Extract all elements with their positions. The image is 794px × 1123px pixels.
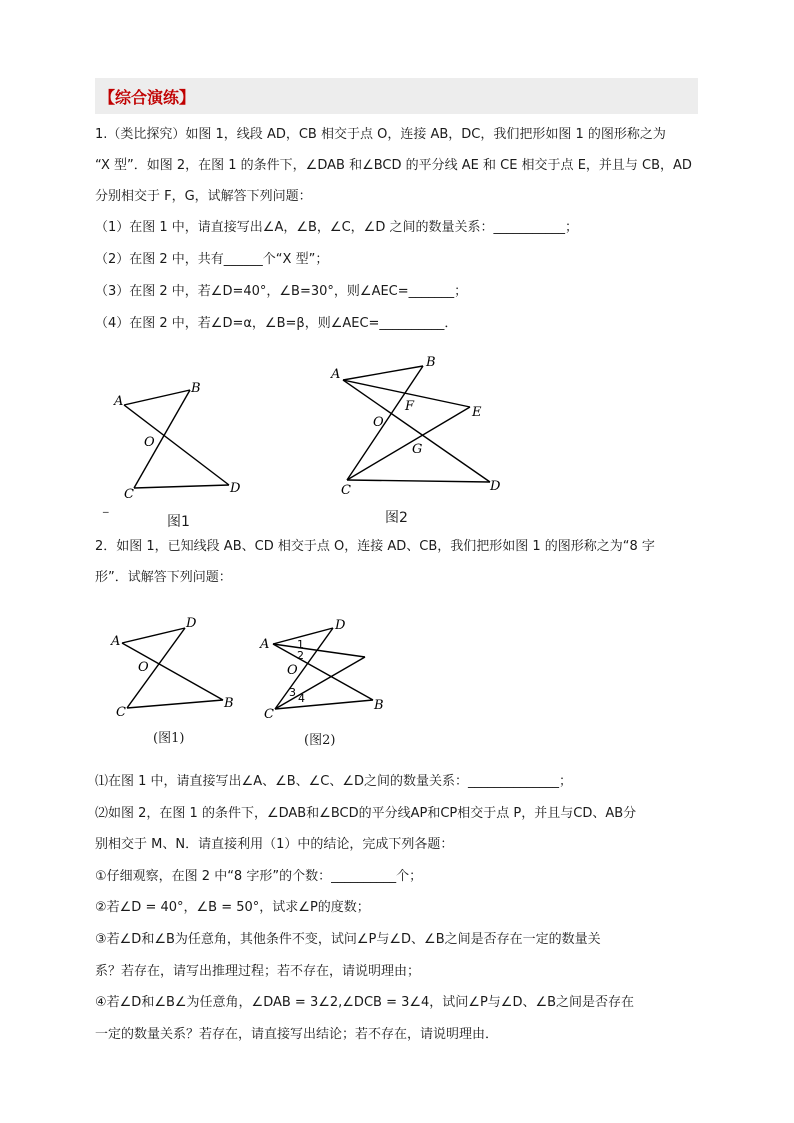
q2-intro-line-1: 2．如图 1，已知线段 AB、CD 相交于点 O，连接 AD、CB，我们把形如图 1 的图形称之为“8 字 — [95, 539, 655, 554]
segment-cb — [127, 700, 223, 708]
q2-sub-question-3-line-2: 系？若存在，请写出推理过程；若不存在，请说明理由； — [95, 964, 421, 979]
q2-part-2-line-1: ⑵如图 2，在图 1 的条件下，∠DAB和∠BCD的平分线AP和CP相交于点 P，并且与CD、AB分 — [95, 806, 637, 821]
point-label-a: A — [114, 394, 124, 409]
segment-ab — [124, 390, 190, 405]
segment-cb — [275, 700, 373, 709]
segment-ad — [124, 405, 229, 485]
q2-intro-line-2: 形”．试解答下列问题： — [95, 570, 232, 585]
segment-ab — [343, 366, 423, 380]
q1-figure-2-diagram — [325, 352, 515, 502]
angle-label-2: 2 — [297, 649, 304, 662]
q2-figure-2-caption: (图2) — [304, 733, 336, 748]
point-label-b: B — [224, 696, 234, 711]
point-label-d: D — [186, 616, 197, 631]
q2-figure-2-diagram — [255, 612, 395, 727]
point-label-f: F — [405, 399, 415, 414]
q1-sub-question-4: （4）在图 2 中，若∠D=α，∠B=β，则∠AEC=__________． — [95, 316, 458, 331]
point-label-d: D — [490, 479, 501, 494]
q1-sub-question-2: （2）在图 2 中，共有______个“X 型”； — [95, 252, 329, 267]
point-label-a: A — [111, 634, 121, 649]
q2-sub-question-2: ②若∠D = 40°，∠B = 50°，试求∠P的度数； — [95, 900, 370, 915]
point-label-c: C — [341, 483, 351, 498]
q1-intro-line-2: “X 型”．如图 2，在图 1 的条件下，∠DAB 和∠BCD 的平分线 AE 和 CE 相交于点 E，并且与 CB，AD — [95, 158, 692, 173]
q2-figure-1-caption: (图1) — [153, 731, 185, 746]
q1-figure-2 — [325, 352, 515, 502]
segment-cd — [134, 485, 229, 488]
point-label-o: O — [287, 663, 298, 678]
segment-bc — [134, 390, 190, 488]
point-label-a: A — [331, 367, 341, 382]
stray-mark: _ — [103, 500, 109, 513]
point-label-d: D — [230, 481, 241, 496]
q2-figure-1-diagram — [100, 608, 250, 723]
point-label-a: A — [260, 637, 270, 652]
segment-ap — [273, 644, 365, 657]
point-label-d: D — [335, 618, 346, 633]
q2-figure-1 — [100, 608, 250, 723]
point-label-o: O — [138, 660, 149, 675]
angle-label-4: 4 — [298, 692, 305, 705]
q1-intro-line-1: 1.（类比探究）如图 1，线段 AD，CB 相交于点 O，连接 AB，DC，我们把形如图 1 的图形称之为 — [95, 127, 666, 142]
q2-sub-question-3-line-1: ③若∠D和∠B为任意角，其他条件不变，试问∠P与∠D、∠B之间是否存在一定的数量关 — [95, 932, 601, 947]
point-label-c: C — [264, 707, 274, 722]
point-label-c: C — [124, 487, 134, 502]
q1-sub-question-1: （1）在图 1 中，请直接写出∠A，∠B，∠C，∠D 之间的数量关系：___________； — [95, 220, 578, 235]
angle-label-3: 3 — [289, 686, 296, 699]
point-label-c: C — [116, 705, 126, 720]
section-title: 【综合演练】 — [99, 88, 196, 107]
point-label-b: B — [191, 381, 201, 396]
segment-cd — [347, 480, 490, 482]
angle-label-1: 1 — [297, 638, 304, 651]
q1-figure-2-caption: 图2 — [385, 510, 408, 526]
q1-intro-line-3: 分别相交于 F，G，试解答下列问题： — [95, 189, 312, 204]
point-label-b: B — [374, 698, 384, 713]
q1-sub-question-3: （3）在图 2 中，若∠D=40°，∠B=30°，则∠AEC=_______； — [95, 284, 468, 299]
q1-figure-1 — [100, 370, 260, 510]
q1-figure-1-diagram — [100, 370, 260, 510]
q2-figure-2 — [255, 612, 395, 727]
q1-figure-1-caption: 图1 — [167, 514, 190, 530]
q2-part-2-line-2: 别相交于 M、N．请直接利用（1）中的结论，完成下列各题： — [95, 837, 454, 852]
point-label-g: G — [412, 442, 423, 457]
point-label-o: O — [144, 435, 155, 450]
segment-ce — [347, 407, 470, 480]
q2-sub-question-4-line-1: ④若∠D和∠B∠为任意角，∠DAB = 3∠2,∠DCB = 3∠4，试问∠P与∠D、∠B之间是否存在 — [95, 995, 635, 1010]
q2-part-1: ⑴在图 1 中，请直接写出∠A、∠B、∠C、∠D之间的数量关系：______________； — [95, 774, 573, 789]
q2-sub-question-1: ①仔细观察，在图 2 中“8 字形”的个数：__________个； — [95, 869, 423, 884]
q2-sub-question-4-line-2: 一定的数量关系？若存在，请直接写出结论；若不存在，请说明理由． — [95, 1027, 499, 1042]
section-header — [95, 78, 698, 114]
point-label-e: E — [472, 405, 482, 420]
point-label-o: O — [373, 415, 384, 430]
point-label-b: B — [426, 355, 436, 370]
